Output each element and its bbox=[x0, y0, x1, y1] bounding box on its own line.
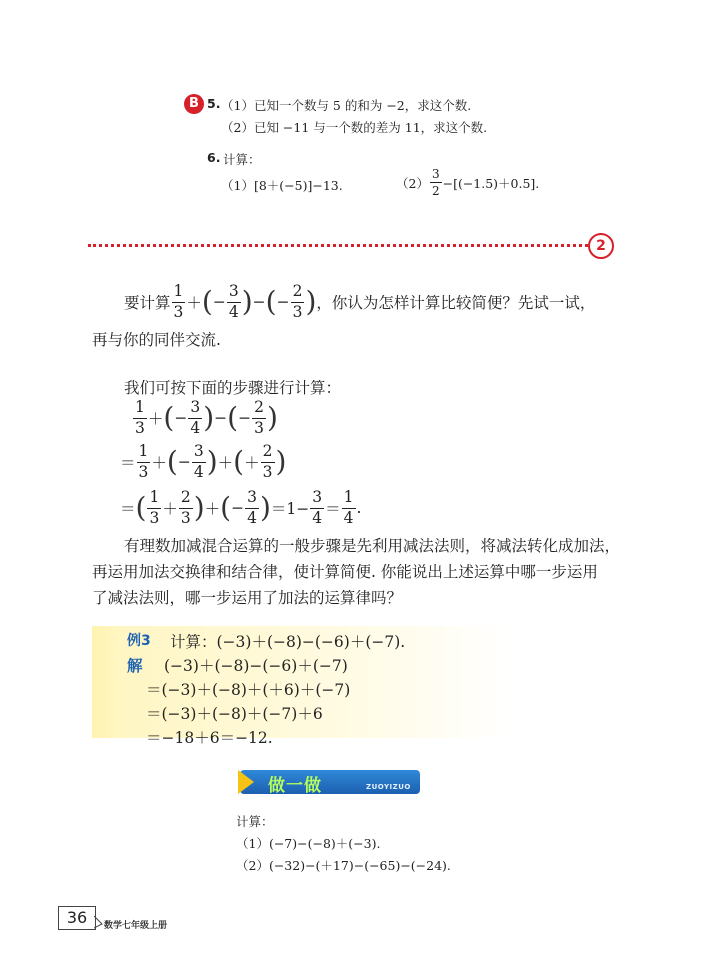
fraction bbox=[172, 284, 186, 320]
fraction bbox=[179, 490, 193, 526]
fraction-denominator: 3 bbox=[135, 418, 145, 437]
bracket-close: ) bbox=[203, 401, 215, 434]
example-3-prompt: 计算：(−3)＋(−8)−(−6)＋(−7). bbox=[170, 633, 406, 651]
exercise-6-part-1: （1）[8＋(−5)]−13. bbox=[221, 178, 343, 193]
step-line-3 bbox=[120, 490, 361, 526]
fraction-denominator: 4 bbox=[343, 508, 354, 527]
fraction-denominator: 3 bbox=[262, 462, 273, 481]
fraction-denominator: 4 bbox=[193, 462, 204, 481]
bracket-open: ( bbox=[227, 401, 239, 434]
plus-sign: ＋ bbox=[217, 454, 234, 472]
explain-line-1: 有理数加减混合运算的一般步骤是先利用减法法则，将减法转化成加法， bbox=[124, 537, 621, 555]
bracket-close: ) bbox=[266, 401, 278, 434]
solution-line-3: ＝(−3)＋(−8)＋(−7)＋6 bbox=[146, 705, 323, 723]
section-number-badge: 2 bbox=[588, 233, 614, 259]
fraction-denominator: 3 bbox=[180, 508, 191, 527]
minus-sign: − bbox=[214, 409, 228, 427]
fraction-denominator: 4 bbox=[190, 418, 201, 437]
bracket-open: ( bbox=[233, 445, 245, 478]
fraction-numerator: 1 bbox=[147, 490, 161, 509]
plus-sign: ＋ bbox=[151, 454, 167, 472]
fraction-denominator: 4 bbox=[312, 508, 323, 527]
fraction-numerator: 3 bbox=[188, 400, 202, 419]
fraction-numerator: 1 bbox=[342, 490, 356, 509]
bracket-close: ) bbox=[206, 445, 218, 478]
solution-line-2: ＝(−3)＋(−8)＋(＋6)＋(−7) bbox=[146, 681, 351, 699]
bracket-close: ) bbox=[193, 491, 205, 524]
fraction-denominator: 3 bbox=[254, 418, 264, 437]
fraction-numerator: 3 bbox=[227, 284, 241, 303]
fraction-numerator: 1 bbox=[172, 284, 186, 303]
step-line-1 bbox=[132, 400, 278, 436]
fraction bbox=[252, 400, 266, 436]
practice-title: 做一做 bbox=[268, 776, 322, 796]
bracket-open: ( bbox=[166, 445, 178, 478]
bracket-open: ( bbox=[163, 401, 175, 434]
fraction-numerator: 1 bbox=[137, 444, 151, 463]
intro-line-2: 再与你的同伴交流. bbox=[92, 331, 221, 349]
fraction bbox=[227, 284, 241, 320]
exercise-5-part-2: （2）已知 −11 与一个数的差为 11，求这个数. bbox=[221, 120, 488, 135]
minus-sign: − bbox=[177, 453, 191, 471]
fraction-numerator: 3 bbox=[245, 490, 259, 509]
fraction bbox=[310, 490, 324, 526]
plus-sign: ＋ bbox=[186, 294, 202, 312]
exercise-6-number: 6. bbox=[207, 150, 221, 165]
section-divider bbox=[88, 244, 588, 247]
steps-heading: 我们可按下面的步骤进行计算： bbox=[124, 379, 342, 397]
step-line-2 bbox=[120, 444, 286, 480]
fraction bbox=[342, 490, 356, 526]
example-3-label: 例3 bbox=[127, 633, 151, 649]
minus-sign: − bbox=[252, 293, 266, 311]
period: . bbox=[356, 499, 362, 517]
practice-heading: 计算： bbox=[236, 814, 274, 829]
fraction-denominator: 3 bbox=[138, 462, 149, 481]
fraction-numerator: 2 bbox=[179, 490, 193, 509]
fraction-numerator: 3 bbox=[431, 167, 440, 181]
exercise-6-part-2-label: （2） bbox=[396, 175, 429, 191]
equals-sign: ＝ bbox=[325, 500, 341, 518]
level-b-badge: B bbox=[184, 94, 204, 114]
plus-sign: ＋ bbox=[147, 410, 164, 428]
fraction bbox=[147, 490, 161, 526]
page-number: 36 bbox=[58, 906, 96, 930]
exercise-6-part-2 bbox=[396, 168, 539, 197]
fraction bbox=[291, 284, 305, 320]
fraction-numerator: 1 bbox=[133, 400, 147, 419]
exercise-6-part-2-rest: −[(−1.5)＋0.5]. bbox=[442, 175, 540, 191]
fraction-denominator: 3 bbox=[149, 508, 160, 527]
solution-line-4: ＝−18＋6＝−12. bbox=[146, 729, 273, 747]
bracket-open: ( bbox=[265, 285, 277, 318]
bracket-open: ( bbox=[135, 491, 147, 524]
bracket-open: ( bbox=[201, 285, 213, 318]
fraction-denominator: 4 bbox=[228, 302, 239, 321]
fraction-numerator: 2 bbox=[252, 400, 266, 419]
plus-sign: ＋ bbox=[162, 500, 178, 518]
intro-tail: ，你认为怎样计算比较简便？先试一试， bbox=[316, 294, 596, 312]
minus-sign: − bbox=[276, 293, 290, 311]
fraction bbox=[261, 444, 275, 480]
fraction-numerator: 3 bbox=[310, 490, 324, 509]
minus-sign: − bbox=[212, 293, 226, 311]
practice-item-1: （1）(−7)−(−8)＋(−3). bbox=[236, 836, 381, 851]
fraction bbox=[245, 490, 259, 526]
equals-sign: ＝ bbox=[120, 454, 136, 472]
fraction-denominator: 2 bbox=[431, 184, 440, 198]
fraction-numerator: 2 bbox=[291, 284, 305, 303]
bracket-open: ( bbox=[220, 491, 232, 524]
intro-lead: 要计算 bbox=[124, 294, 171, 312]
minus-sign: − bbox=[174, 409, 188, 427]
plus-sign: ＋ bbox=[204, 500, 221, 518]
fraction bbox=[188, 400, 202, 436]
bracket-close: ) bbox=[275, 445, 287, 478]
plus-sign: ＋ bbox=[244, 454, 260, 472]
step-line-3-mid: ＝1− bbox=[270, 500, 310, 518]
explain-line-2: 再运用加法交换律和结合律，使计算简便. 你能说出上述运算中哪一步运用 bbox=[92, 563, 598, 581]
bracket-close: ) bbox=[305, 285, 317, 318]
solution-line-1: (−3)＋(−8)−(−6)＋(−7) bbox=[164, 657, 348, 675]
fraction bbox=[137, 444, 151, 480]
exercise-6-title: 计算： bbox=[223, 152, 261, 167]
exercise-5-number: 5. bbox=[207, 96, 221, 111]
fraction-denominator: 3 bbox=[173, 302, 184, 321]
minus-sign: − bbox=[238, 409, 252, 427]
fraction-numerator: 2 bbox=[261, 444, 275, 463]
equals-sign: ＝ bbox=[120, 500, 136, 518]
minus-sign: − bbox=[231, 499, 245, 517]
solution-label: 解 bbox=[127, 657, 143, 675]
play-arrow-icon bbox=[238, 770, 254, 794]
fraction-denominator: 3 bbox=[292, 302, 303, 321]
practice-subtitle: ZUOYIZUO bbox=[366, 783, 411, 791]
bracket-close: ) bbox=[259, 491, 271, 524]
fraction bbox=[430, 168, 442, 197]
book-title: 数学七年级上册 bbox=[104, 921, 168, 931]
exercise-5-part-1: （1）已知一个数与 5 的和为 −2，求这个数. bbox=[221, 98, 472, 113]
intro-line-1 bbox=[124, 284, 595, 320]
explain-line-3: 了减法法则，哪一步运用了加法的运算律吗？ bbox=[92, 589, 403, 607]
practice-item-2: （2）(−32)−(＋17)−(−65)−(−24). bbox=[236, 858, 451, 873]
fraction bbox=[133, 400, 147, 436]
fraction-numerator: 3 bbox=[192, 444, 206, 463]
fraction-denominator: 4 bbox=[247, 508, 257, 527]
bracket-close: ) bbox=[241, 285, 253, 318]
fraction bbox=[192, 444, 206, 480]
